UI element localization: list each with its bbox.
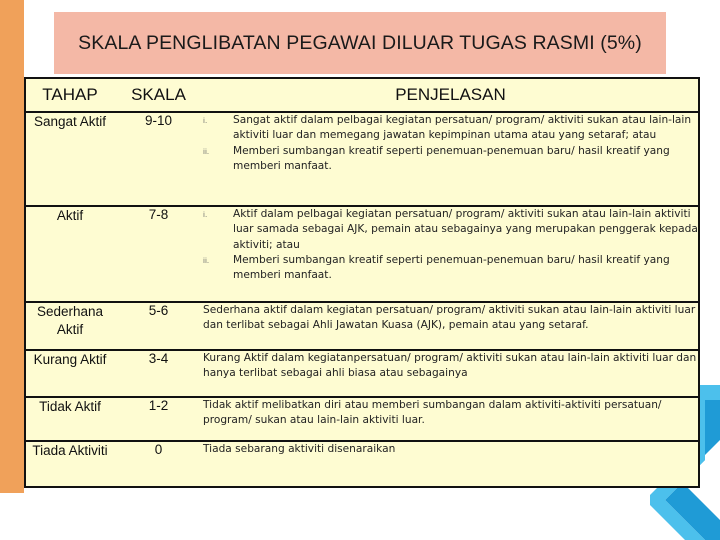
penjelasan-cell: Tiada sebarang aktiviti disenaraikan [203, 441, 699, 487]
table-row [25, 441, 699, 487]
page-title: SKALA PENGLIBATAN PEGAWAI DILUAR TUGAS RASMI (5%) [78, 31, 642, 54]
item-text: Sangat aktif dalam pelbagai kegiatan persatuan/ program/ aktiviti sukan atau lain-lain aktiviti luar dan memegang jawatan kepimpinan utama atau yang setaraf; atau [233, 114, 692, 142]
tahap-cell: Kurang Aktif [25, 350, 114, 397]
header-skala: SKALA [114, 78, 203, 112]
header-penjelasan: PENJELASAN [203, 78, 699, 112]
tahap-cell: Sangat Aktif [25, 112, 114, 206]
skala-cell: 0 [114, 441, 203, 487]
skala-cell: 5-6 [114, 302, 203, 350]
tahap-cell: Aktif [25, 206, 114, 302]
title-banner [54, 12, 666, 74]
penjelasan-cell: Kurang Aktif dalam kegiatanpersatuan/ program/ aktiviti sukan atau lain-lain aktiviti luar dan hanya terlibat sebagai ahli biasa atau sebagainya [203, 350, 699, 397]
item-text: Memberi sumbangan kreatif seperti penemuan-penemuan baru/ hasil kreatif yang memberi manfaat. [233, 144, 670, 173]
table-header-row [25, 78, 699, 112]
item-text: Aktif dalam pelbagai kegiatan persatuan/ program/ aktiviti sukan atau lain-lain aktiviti luar samada sebagai AJK, pemain atau sebagainya yang merupakan penggerak kepada aktiviti; atau [233, 208, 698, 251]
scale-table [24, 77, 700, 488]
list-item [203, 253, 698, 284]
item-text: Memberi sumbangan kreatif seperti penemuan-penemuan baru/ hasil kreatif yang memberi manfaat. [233, 254, 670, 282]
list-item [203, 113, 698, 144]
item-number: ii. [203, 257, 210, 266]
penjelasan-cell: Sederhana aktif dalam kegiatan persatuan/ program/ aktiviti sukan atau lain-lain aktiviti luar dan terlibat sebagai Ahli Jawatan Kuasa (AJK), pemain atau yang setaraf. [203, 302, 699, 350]
list-item [203, 207, 698, 253]
tahap-cell: Tiada Aktiviti [25, 441, 114, 487]
tahap-cell: Sederhana Aktif [25, 302, 114, 350]
skala-cell: 7-8 [114, 206, 203, 302]
table-row [25, 302, 699, 350]
skala-cell: 9-10 [114, 112, 203, 206]
left-accent-bar [0, 0, 24, 493]
penjelasan-cell [203, 206, 699, 302]
item-number: i. [203, 117, 208, 125]
header-tahap: TAHAP [25, 78, 114, 112]
table-row [25, 350, 699, 397]
table-row [25, 112, 699, 206]
orange-stripe [0, 0, 24, 493]
list-item [203, 144, 698, 175]
skala-cell: 1-2 [114, 397, 203, 441]
penjelasan-cell: Tidak aktif melibatkan diri atau memberi sumbangan dalam aktiviti-aktiviti persatuan/ program/ sukan atau lain-lain aktiviti luar. [203, 397, 699, 441]
penjelasan-cell [203, 112, 699, 206]
item-number: i. [203, 211, 208, 219]
item-number: ii. [203, 147, 210, 156]
tahap-cell: Tidak Aktif [25, 397, 114, 441]
table-row [25, 206, 699, 302]
table-row [25, 397, 699, 441]
skala-cell: 3-4 [114, 350, 203, 397]
